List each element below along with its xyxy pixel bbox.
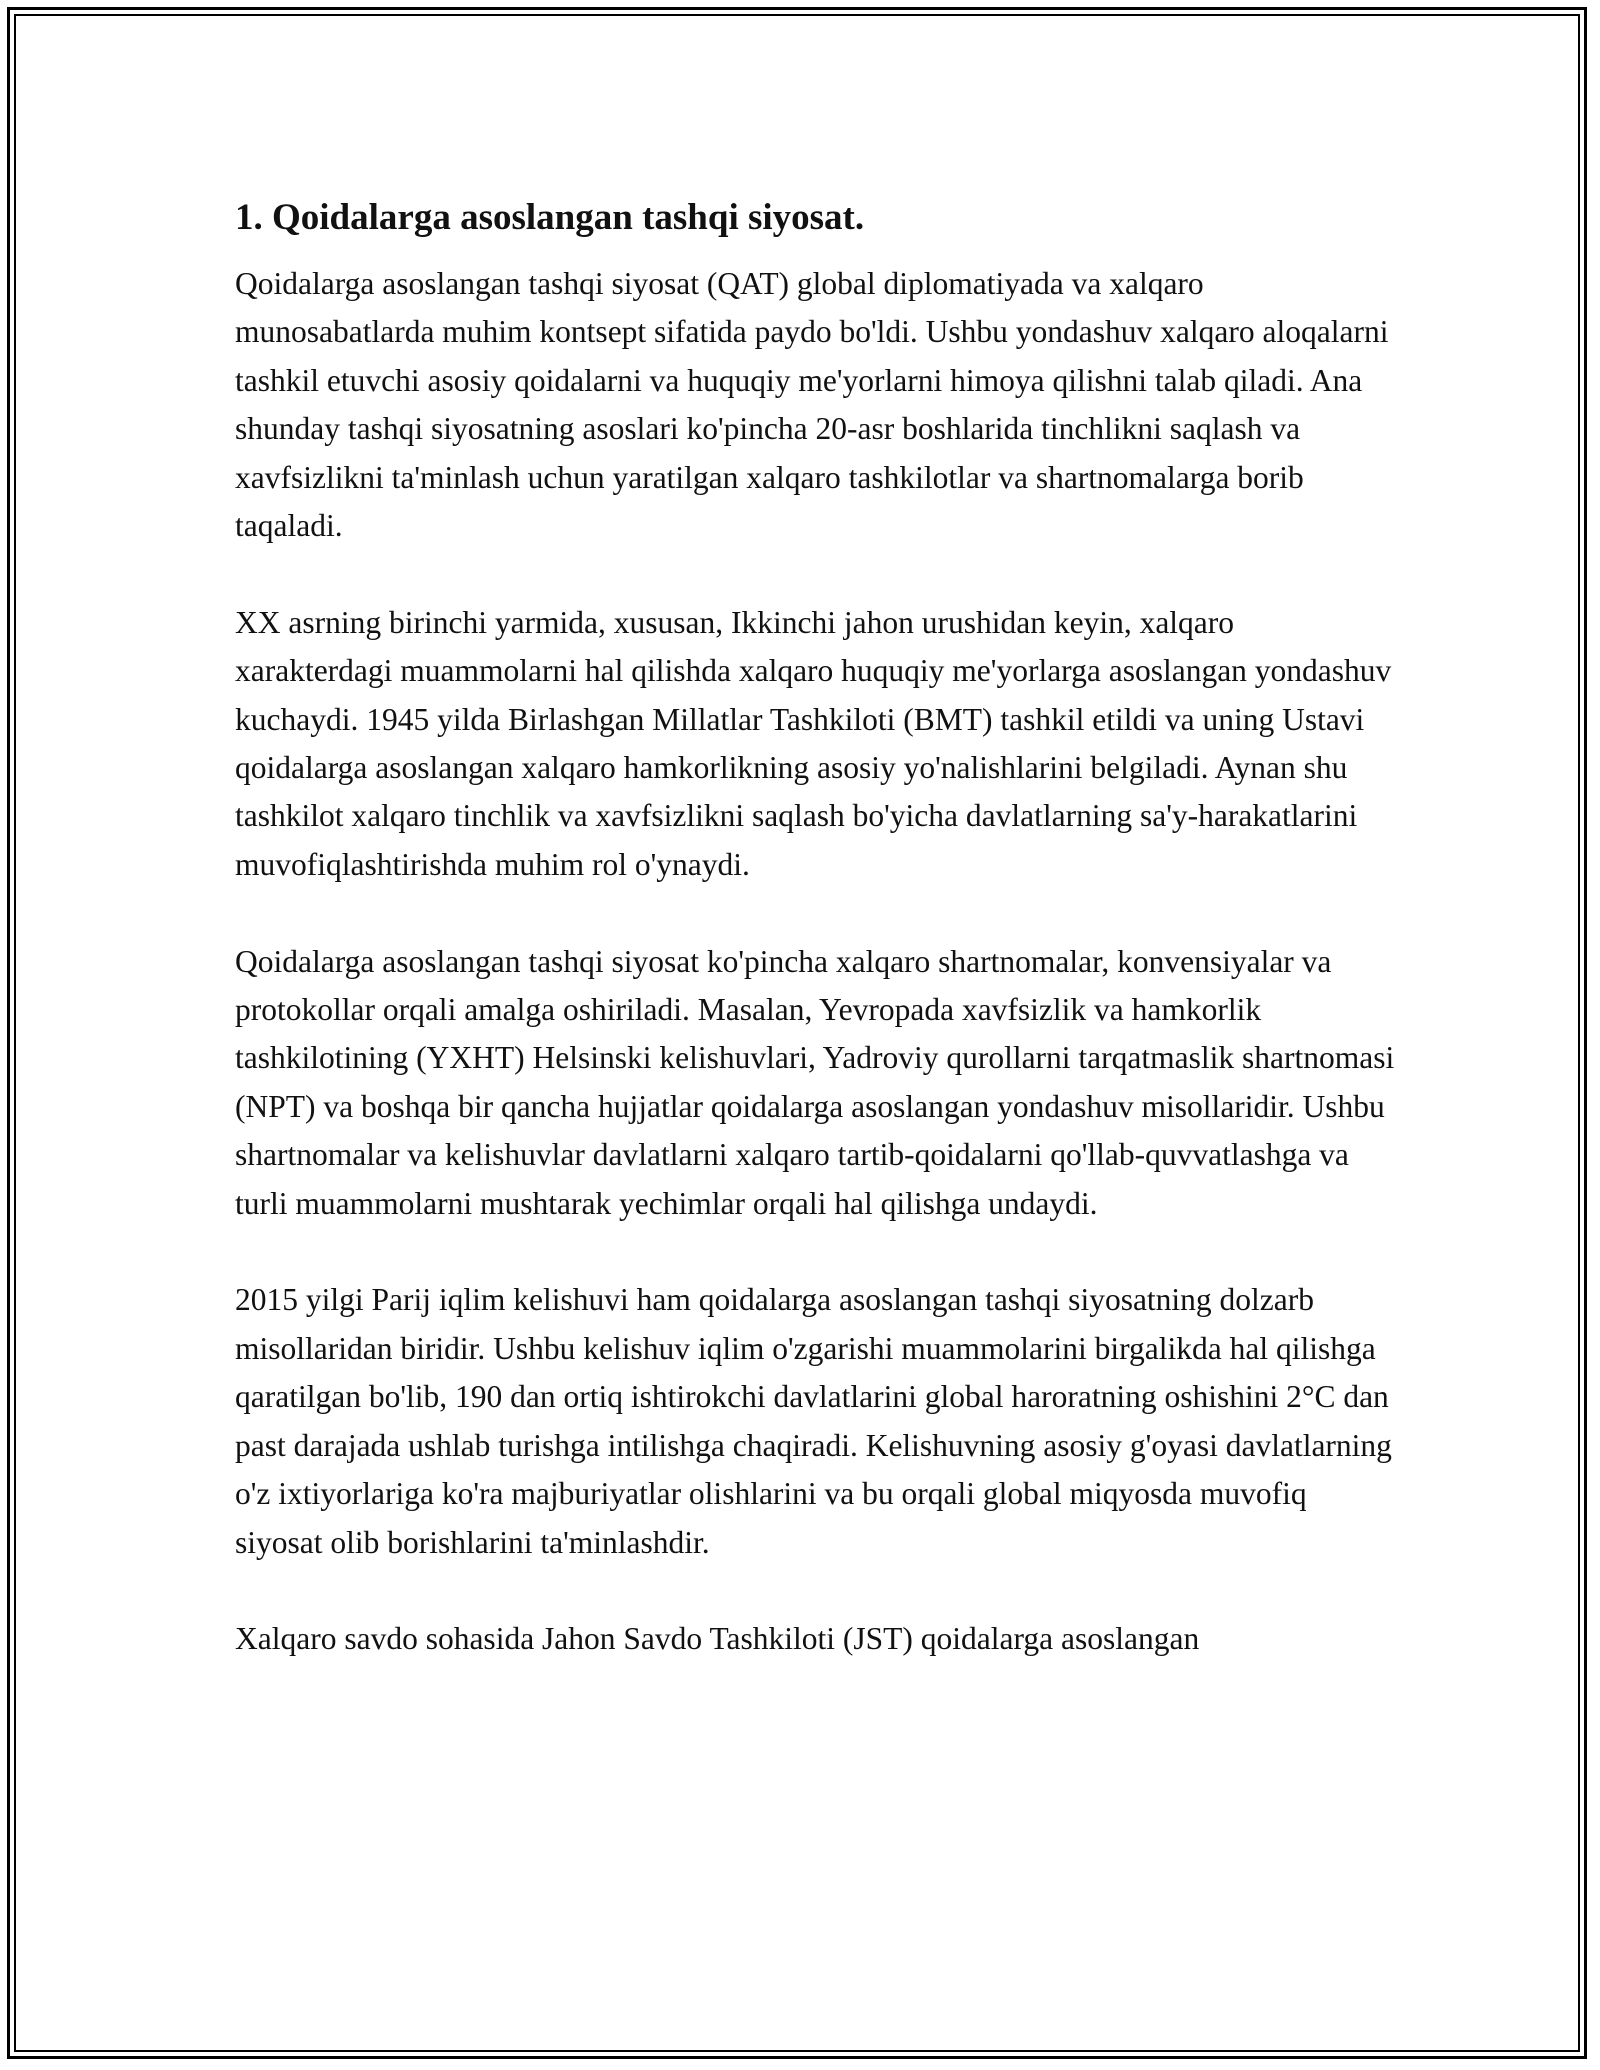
paragraph-1: Qoidalarga asoslangan tashqi siyosat (QAT) global diplomatiyada va xalqaro munosabatlarda muhim kontsept sifatida paydo bo'ldi. Ushbu yondashuv xalqaro aloqalarni tashkil etuvchi asosiy qoidalarni va huquqiy me'yorlarni himoya qilishni talab qiladi. Ana shunday tashqi siyosatning asoslari ko'pincha 20-asr boshlarida tinchlikni saqlash va xavfsizlikni ta'minlash uchun yaratilgan xalqaro tashkilotlar va shartnomalarga borib taqaladi. xyxy=(235,266,1389,544)
paragraph-2: XX asrning birinchi yarmida, xususan, Ikkinchi jahon urushidan keyin, xalqaro xarakterdagi muammolarni hal qilishda xalqaro huquqiy me'yorlarga asoslangan yondashuv kuchaydi. 1945 yilda Birlashgan Millatlar Tashkiloti (BMT) tashkil etildi va uning Ustavi qoidalarga asoslangan xalqaro hamkorlikning asosiy yo'nalishlarini belgiladi. Aynan shu tashkilot xalqaro tinchlik va xavfsizlikni saqlash bo'yicha davlatlarning sa'y-harakatlarini muvofiqlashtirishda muhim rol o'ynaydi. xyxy=(235,604,1392,882)
paragraph-5: Xalqaro savdo sohasida Jahon Savdo Tashkiloti (JST) qoidalarga asoslangan xyxy=(235,1621,1200,1657)
paragraph-4: 2015 yilgi Parij iqlim kelishuvi ham qoidalarga asoslangan tashqi siyosatning dolzarb misollaridan biridir. Ushbu kelishuv iqlim o'zgarishi muammolarini birgalikda hal qilishga qaratilgan bo'lib, 190 dan ortiq ishtirokchi davlatlarini global haroratning oshishini 2°C dan past darajada ushlab turishga intilishga chaqiradi. Kelishuvning asosiy g'oyasi davlatlarning o'z ixtiyorlariga ko'ra majburiyatlar olishlarini va bu orqali global miqyosda muvofiq siyosat olib borishlarini ta'minlashdir. xyxy=(235,1282,1392,1560)
document-body xyxy=(235,190,1395,1712)
section-heading: 1. Qoidalarga asoslangan tashqi siyosat. xyxy=(235,197,865,238)
paragraph-3: Qoidalarga asoslangan tashqi siyosat ko'pincha xalqaro shartnomalar, konvensiyalar va protokollar orqali amalga oshiriladi. Masalan, Yevropada xavfsizlik va hamkorlik tashkilotining (YXHT) Helsinski kelishuvlari, Yadroviy qurollarni tarqatmaslik shartnomasi (NPT) va boshqa bir qancha hujjatlar qoidalarga asoslangan yondashuv misollaridir. Ushbu shartnomalar va kelishuvlar davlatlarni xalqaro tartib-qoidalarni qo'llab-quvvatlashga va turli muammolarni mushtarak yechimlar orqali hal qilishga undaydi. xyxy=(235,943,1395,1221)
